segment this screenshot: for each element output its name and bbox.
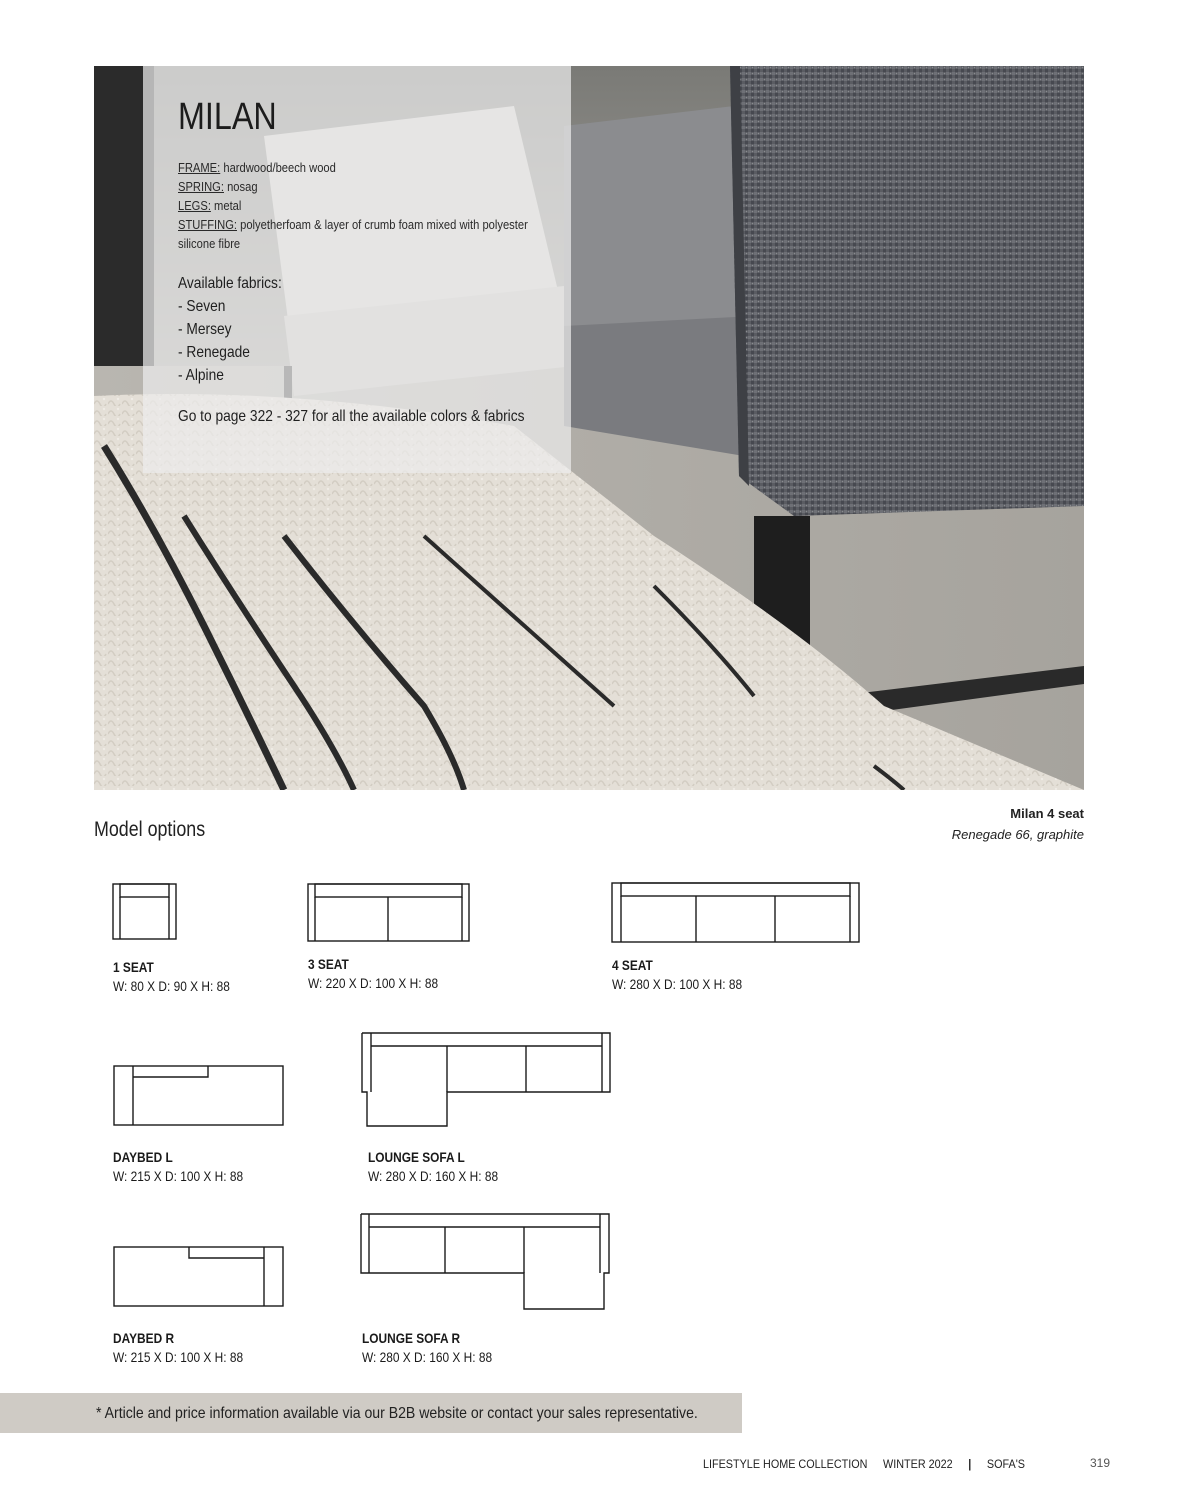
spec-key: STUFFING: [178,217,238,232]
model-name: 3 SEAT [308,956,349,972]
model-name: DAYBED L [113,1149,173,1165]
product-title: MILAN [178,96,277,138]
model-name: 1 SEAT [113,959,154,975]
spec-stuffing-cont: silicone fibre [178,236,241,251]
spec-value: metal [210,198,242,213]
model-dimensions: W: 280 X D: 160 X H: 88 [368,1168,499,1184]
page-number: 319 [1090,1456,1111,1470]
model-name: 4 SEAT [612,957,653,973]
diagram-1-seat [112,883,178,941]
diagram-lounge-sofa-r [360,1213,612,1311]
diagram-lounge-sofa-l [361,1032,613,1128]
model-dimensions: W: 215 X D: 100 X H: 88 [113,1349,244,1365]
footer-collection: LIFESTYLE HOME COLLECTION [703,1457,868,1471]
model-dimensions: W: 280 X D: 100 X H: 88 [612,976,743,992]
colors-fabrics-reference: Go to page 322 - 327 for all the available colors & fabrics [178,408,525,425]
fabric-item: - Mersey [178,321,232,338]
photo-caption-name: Milan 4 seat [1010,806,1084,821]
model-dimensions: W: 280 X D: 160 X H: 88 [362,1349,493,1365]
fabric-item: - Alpine [178,367,224,384]
diagram-daybed-r [113,1246,285,1308]
diagram-daybed-l [113,1065,285,1127]
spec-legs [178,198,241,213]
model-dimensions: W: 220 X D: 100 X H: 88 [308,975,439,991]
spec-value: nosag [223,179,258,194]
spec-spring [178,179,258,194]
model-name: DAYBED R [113,1330,175,1346]
model-dimensions: W: 215 X D: 100 X H: 88 [113,1168,244,1184]
model-dimensions: W: 80 X D: 90 X H: 88 [113,978,230,994]
spec-value: polyetherfoam & layer of crumb foam mixed with polyester [237,217,528,232]
fabric-item: - Renegade [178,344,250,361]
diagram-3-seat [307,883,471,943]
b2b-note: * Article and price information available via our B2B website or contact your sales representative. [96,1405,698,1422]
model-options-heading: Model options [94,818,206,841]
fabrics-heading: Available fabrics: [178,275,282,292]
spec-key: SPRING: [178,179,224,194]
footer-separator: | [968,1457,972,1471]
spec-stuffing [178,217,528,232]
spec-key: LEGS: [178,198,211,213]
model-name: LOUNGE SOFA R [362,1330,461,1346]
diagram-4-seat [611,882,861,944]
spec-frame [178,160,336,175]
spec-key: FRAME: [178,160,221,175]
model-name: LOUNGE SOFA L [368,1149,465,1165]
footer-section: SOFA'S [986,1457,1026,1471]
fabric-item: - Seven [178,298,226,315]
footer-season: WINTER 2022 [883,1457,953,1471]
photo-caption-fabric: Renegade 66, graphite [951,827,1084,842]
spec-value: hardwood/beech wood [220,160,336,175]
page-footer [703,1457,1038,1471]
